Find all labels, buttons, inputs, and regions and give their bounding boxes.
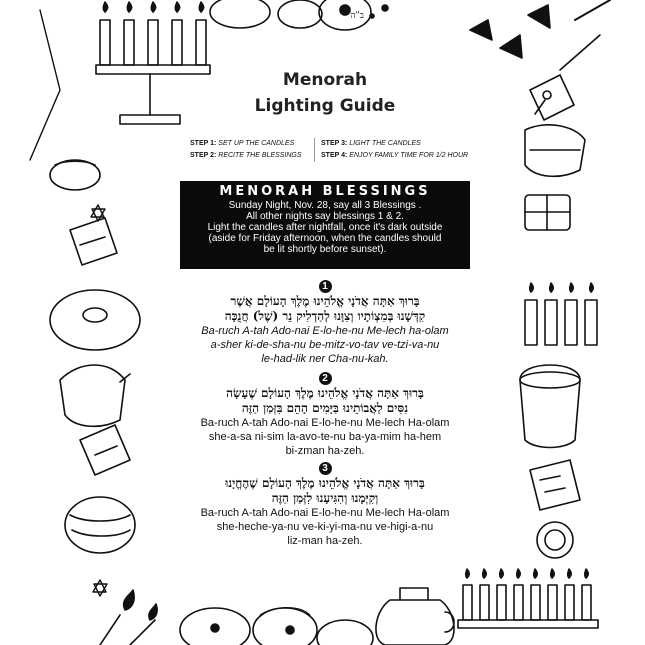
- box-line: All other nights say blessings 1 & 2.: [246, 211, 404, 222]
- title-line-1: Menorah: [282, 70, 368, 90]
- dreidel-left-lower-icon: [80, 425, 130, 475]
- blessing-number-3: 3: [319, 462, 332, 475]
- step-4: STEP 4: ENJOY FAMILY TIME FOR 1/2 HOUR: [321, 152, 469, 159]
- box-line: (aside for Friday afternoon, when the candles should: [208, 233, 442, 244]
- dreidel-left-icon: [70, 218, 117, 265]
- bottle-left-icon: [60, 365, 130, 426]
- dreidel-right-lower-icon: [530, 460, 580, 510]
- doughnuts-bottom-icon: [180, 608, 373, 645]
- hebrew-line: קִדְּשָׁנוּ בְּמִצְוֹתָיו וְצִוָּנוּ לְהַדְלִיק נֵר (שֶׁל) חֲנֻכָּה: [224, 309, 426, 323]
- doughnut-left-icon: [50, 290, 140, 350]
- jug-bottom-icon: [376, 588, 454, 645]
- hebrew-line: וְקִיְּמָנוּ וְהִגִּיעָנוּ לִזְּמַן הַזֶּה: [271, 491, 379, 505]
- blessings-info-box: [180, 181, 470, 269]
- cup-right-icon: [520, 365, 580, 448]
- translit-line: le-had-lik ner Cha-nu-kah.: [261, 353, 389, 365]
- candles-bottom-left-icon: [100, 590, 157, 645]
- star-bottom-left-icon: [93, 580, 107, 596]
- step-2: STEP 2: RECITE THE BLESSINGS: [190, 152, 302, 159]
- gift-right-icon: [525, 195, 570, 230]
- box-line: Sunday Night, Nov. 28, say all 3 Blessings .: [228, 200, 422, 211]
- box-line: Light the candles after nightfall, once it's dark outside: [207, 222, 443, 233]
- menorah-bottom-right-icon: [458, 569, 598, 628]
- steps-right-column: [314, 138, 481, 162]
- hebrew-line: בָּרוּךְ אַתָּה אֲדֹנָי אֱלֹהֵינוּ מֶלֶךְ הָעוֹלָם שֶׁעָשָׂה: [226, 386, 424, 400]
- blessing-1: [180, 276, 470, 366]
- hebrew-line: בָּרוּךְ אַתָּה אֲדֹנָי אֱלֹהֵינוּ מֶלֶךְ הָעוֹלָם אֲשֶׁר: [230, 294, 420, 308]
- translit-line: Ba-ruch A-tah Ado-nai E-lo-he-nu Me-lech Ha-olam: [200, 417, 450, 429]
- translit-line: a-sher ki-de-sha-nu be-mitz-vo-tav ve-tzi-va-nu: [210, 339, 440, 351]
- box-line: be lit shortly before sunset).: [263, 244, 387, 255]
- blessing-2: [180, 368, 470, 458]
- box-title: MENORAH BLESSINGS: [219, 184, 431, 199]
- dreidel-right-icon: [530, 75, 574, 120]
- title-line-2: Lighting Guide: [254, 96, 396, 116]
- translit-line: liz-man ha-zeh.: [287, 535, 363, 547]
- coin-right-icon: [537, 522, 573, 558]
- translit-line: she-heche-ya-nu ve-ki-yi-ma-nu ve-higi-a-nu: [216, 521, 434, 533]
- step-1: STEP 1: SET UP THE CANDLES: [190, 140, 295, 147]
- jar-right-icon: [525, 125, 585, 177]
- candles-top-right-icon: [470, 0, 610, 70]
- doughnut-left-top-icon: [50, 160, 100, 190]
- bsd-mark: ב"ה: [350, 11, 364, 21]
- translit-line: bi-zman ha-zeh.: [285, 445, 365, 457]
- blessing-number-1: 1: [319, 280, 332, 293]
- hebrew-line: בָּרוּךְ אַתָּה אֲדֹנָי אֱלֹהֵינוּ מֶלֶךְ הָעוֹלָם שֶׁהֶחֱיָנוּ: [225, 476, 425, 490]
- translit-line: Ba-ruch A-tah Ado-nai E-lo-he-nu Me-lech Ha-olam: [200, 507, 450, 519]
- right-candles-icon: [525, 283, 597, 345]
- hebrew-line: נִסִּים לַאֲבוֹתֵינוּ בַּיָּמִים הָהֵם בִּזְּמַן הַזֶּה: [241, 401, 409, 415]
- translit-line: Ba-ruch A-tah Ado-nai E-lo-he-nu Me-lech ha-olam: [201, 325, 449, 337]
- blessing-3: [180, 458, 470, 548]
- step-3: STEP 3: LIGHT THE CANDLES: [321, 140, 421, 147]
- egg-left-icon: [65, 497, 135, 553]
- box-text: [180, 200, 470, 255]
- translit-line: she-a-sa ni-sim la-avo-te-nu ba-ya-mim ha-hem: [208, 431, 442, 443]
- blessing-number-2: 2: [319, 372, 332, 385]
- steps-left-column: [190, 138, 310, 162]
